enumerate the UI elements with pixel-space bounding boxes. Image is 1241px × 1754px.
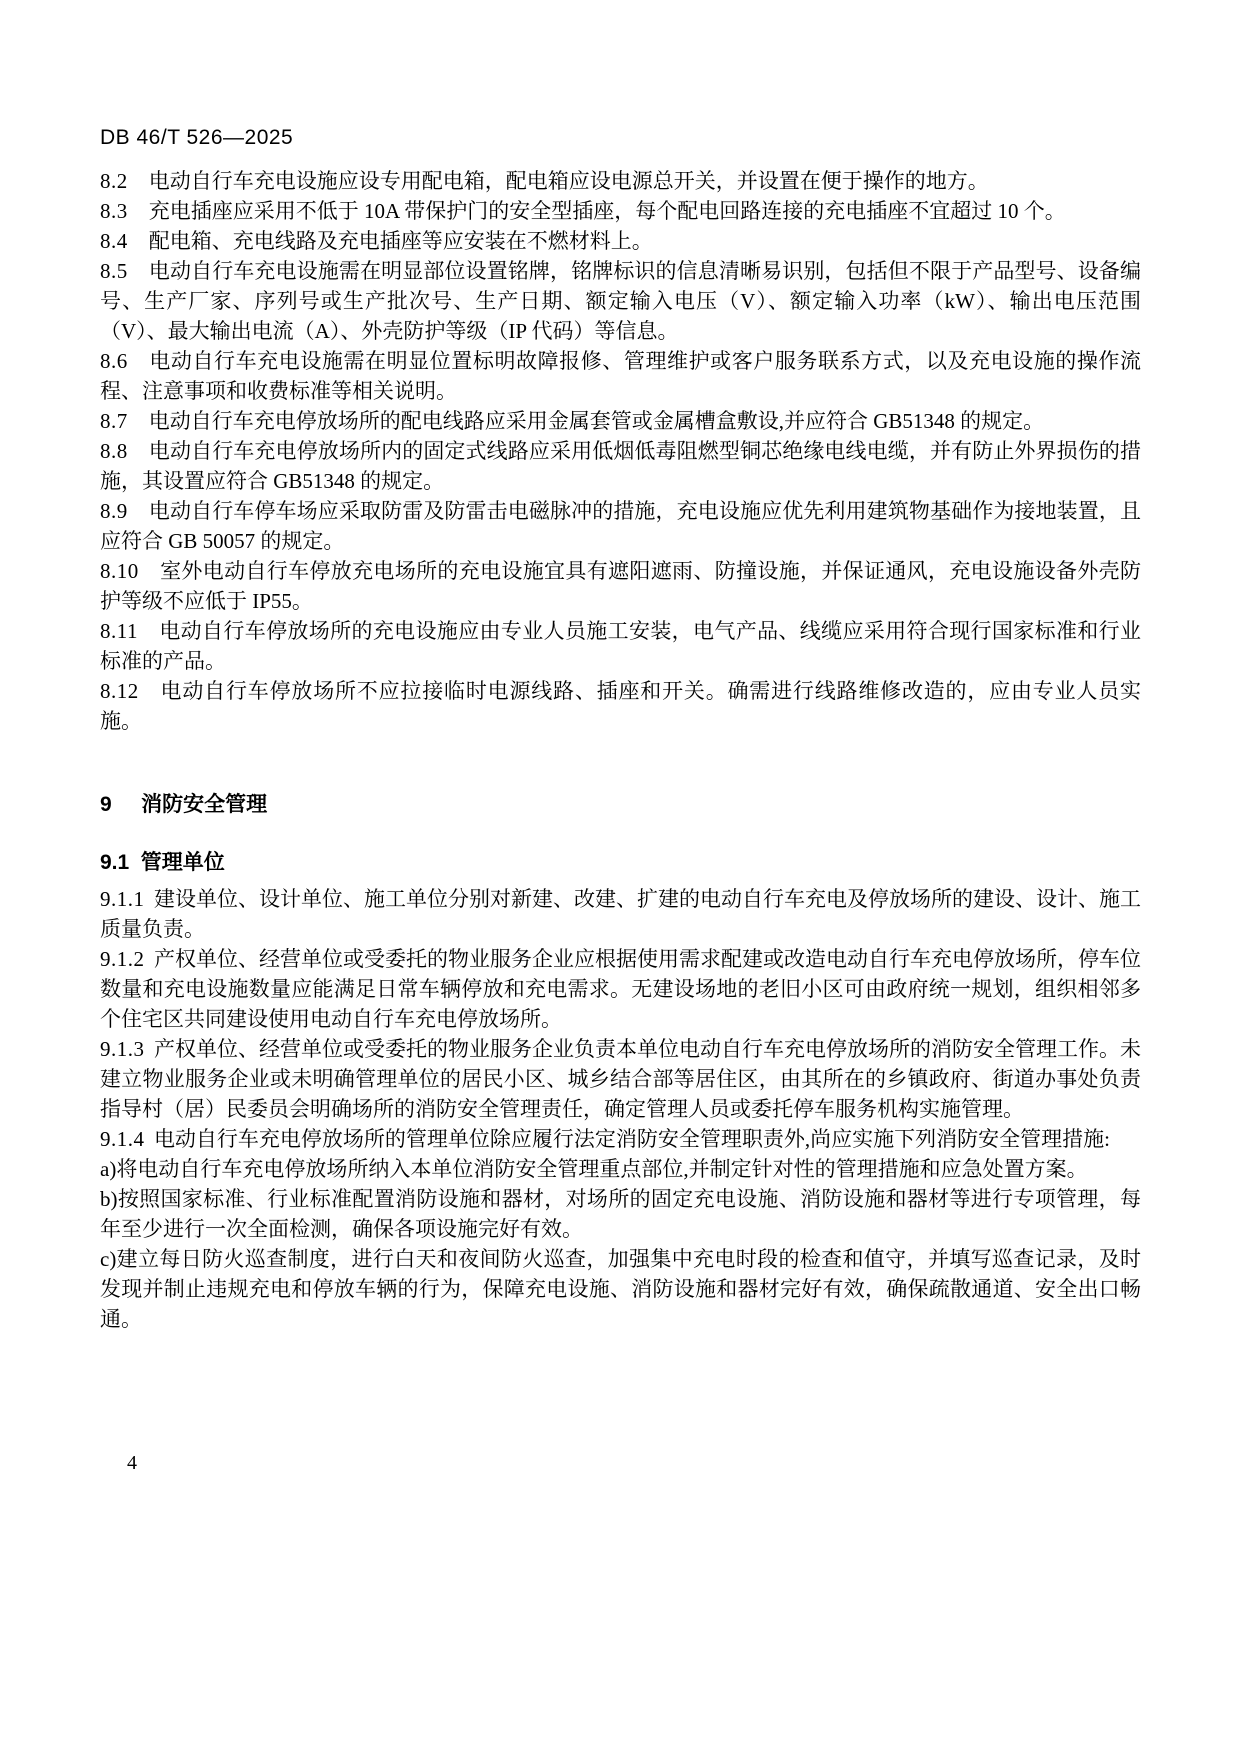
clause-number: 8.9: [100, 499, 128, 523]
clause-8-8: [100, 436, 1141, 496]
clause-8-3: [100, 196, 1141, 226]
clause-text: 产权单位、经营单位或受委托的物业服务企业应根据使用需求配建或改造电动自行车充电停放场所，停车位数量和充电设施数量应能满足日常车辆停放和充电需求。无建设场地的老旧小区可由政府统一规划，组织相邻多个住宅区共同建设使用电动自行车充电停放场所。: [100, 947, 1141, 1031]
clause-text: 充电插座应采用不低于 10A 带保护门的安全型插座，每个配电回路连接的充电插座不宜超过 10 个。: [148, 199, 1066, 223]
clause-number: 8.7: [100, 409, 128, 433]
clause-8-4: [100, 226, 1141, 256]
clause-8-12: [100, 676, 1141, 736]
clause-8-6: [100, 346, 1141, 406]
clause-text: 电动自行车充电停放场所的管理单位除应履行法定消防安全管理职责外,尚应实施下列消防安全管理措施:: [153, 1127, 1111, 1151]
clause-text: 电动自行车停放场所不应拉接临时电源线路、插座和开关。确需进行线路维修改造的，应由专业人员实施。: [100, 679, 1141, 733]
clause-number: 8.5: [100, 259, 128, 283]
subsection-title: 管理单位: [140, 851, 225, 874]
clause-number: 9.1.2: [100, 947, 145, 971]
clause-number: 8.10: [100, 559, 139, 583]
clause-8-11: [100, 616, 1141, 676]
list-text: 将电动自行车充电停放场所纳入本单位消防安全管理重点部位,并制定针对性的管理措施和应急处置方案。: [116, 1157, 1088, 1181]
section-number: 9: [100, 793, 112, 816]
clause-number: 9.1.4: [100, 1127, 145, 1151]
clause-number: 9.1.3: [100, 1037, 145, 1061]
clause-text: 配电箱、充电线路及充电插座等应安装在不燃材料上。: [148, 229, 653, 253]
clause-number: 8.11: [100, 619, 138, 643]
list-text: 按照国家标准、行业标准配置消防设施和器材，对场所的固定充电设施、消防设施和器材等进行专项管理，每年至少进行一次全面检测，确保各项设施完好有效。: [100, 1187, 1141, 1241]
clause-number: 8.12: [100, 679, 139, 703]
list-item-a: [100, 1154, 1141, 1184]
section-9-heading: [100, 790, 1141, 820]
page-number: 4: [127, 1452, 137, 1474]
clause-number: 8.4: [100, 229, 128, 253]
clause-number: 8.6: [100, 349, 128, 373]
list-label: b): [100, 1187, 118, 1211]
clause-text: 电动自行车充电设施应设专用配电箱，配电箱应设电源总开关，并设置在便于操作的地方。: [148, 169, 989, 193]
clause-text: 建设单位、设计单位、施工单位分别对新建、改建、扩建的电动自行车充电及停放场所的建设、设计、施工质量负责。: [100, 887, 1141, 941]
clause-text: 室外电动自行车停放充电场所的充电设施宜具有遮阳遮雨、防撞设施，并保证通风，充电设施设备外壳防护等级不应低于 IP55。: [100, 559, 1141, 613]
clause-9-1-4: [100, 1124, 1141, 1154]
clause-number: 8.2: [100, 169, 128, 193]
clause-8-7: [100, 406, 1141, 436]
subsection-number: 9.1: [100, 851, 130, 874]
clause-text: 电动自行车充电设施需在明显部位设置铭牌，铭牌标识的信息清晰易识别，包括但不限于产品型号、设备编号、生产厂家、序列号或生产批次号、生产日期、额定输入电压（V）、额定输入功率（kW）、输出电压范围（V）、最大输出电流（A）、外壳防护等级（IP 代码）等信息。: [100, 259, 1141, 343]
clause-number: 9.1.1: [100, 887, 145, 911]
list-item-c: [100, 1244, 1141, 1334]
section-title: 消防安全管理: [141, 793, 268, 816]
clause-number: 8.8: [100, 439, 128, 463]
clause-number: 8.3: [100, 199, 128, 223]
section-9-1-heading: [100, 848, 1141, 878]
clause-8-10: [100, 556, 1141, 616]
clause-8-5: [100, 256, 1141, 346]
list-item-b: [100, 1184, 1141, 1244]
clause-9-1-2: [100, 944, 1141, 1034]
clause-8-2: [100, 166, 1141, 196]
clause-text: 电动自行车充电停放场所的配电线路应采用金属套管或金属槽盒敷设,并应符合 GB51348 的规定。: [148, 409, 1045, 433]
standard-code-header: DB 46/T 526—2025: [100, 126, 294, 149]
clause-text: 电动自行车停放场所的充电设施应由专业人员施工安装，电气产品、线缆应采用符合现行国家标准和行业标准的产品。: [100, 619, 1141, 673]
clause-8-9: [100, 496, 1141, 556]
clause-text: 电动自行车停车场应采取防雷及防雷击电磁脉冲的措施，充电设施应优先利用建筑物基础作为接地装置，且应符合 GB 50057 的规定。: [100, 499, 1141, 553]
list-label: c): [100, 1247, 117, 1271]
clause-9-1-3: [100, 1034, 1141, 1124]
list-label: a): [100, 1157, 117, 1181]
clause-text: 电动自行车充电设施需在明显位置标明故障报修、管理维护或客户服务联系方式，以及充电设施的操作流程、注意事项和收费标准等相关说明。: [100, 349, 1141, 403]
clause-9-1-1: [100, 884, 1141, 944]
list-text: 建立每日防火巡查制度，进行白天和夜间防火巡查，加强集中充电时段的检查和值守，并填写巡查记录，及时发现并制止违规充电和停放车辆的行为，保障充电设施、消防设施和器材完好有效，确保疏散通道、安全出口畅通。: [100, 1247, 1141, 1331]
clause-text: 电动自行车充电停放场所内的固定式线路应采用低烟低毒阻燃型铜芯绝缘电线电缆，并有防止外界损伤的措施，其设置应符合 GB51348 的规定。: [100, 439, 1141, 493]
clause-text: 产权单位、经营单位或受委托的物业服务企业负责本单位电动自行车充电停放场所的消防安全管理工作。未建立物业服务企业或未明确管理单位的居民小区、城乡结合部等居住区，由其所在的乡镇政府、街道办事处负责指导村（居）民委员会明确场所的消防安全管理责任，确定管理人员或委托停车服务机构实施管理。: [100, 1037, 1141, 1121]
